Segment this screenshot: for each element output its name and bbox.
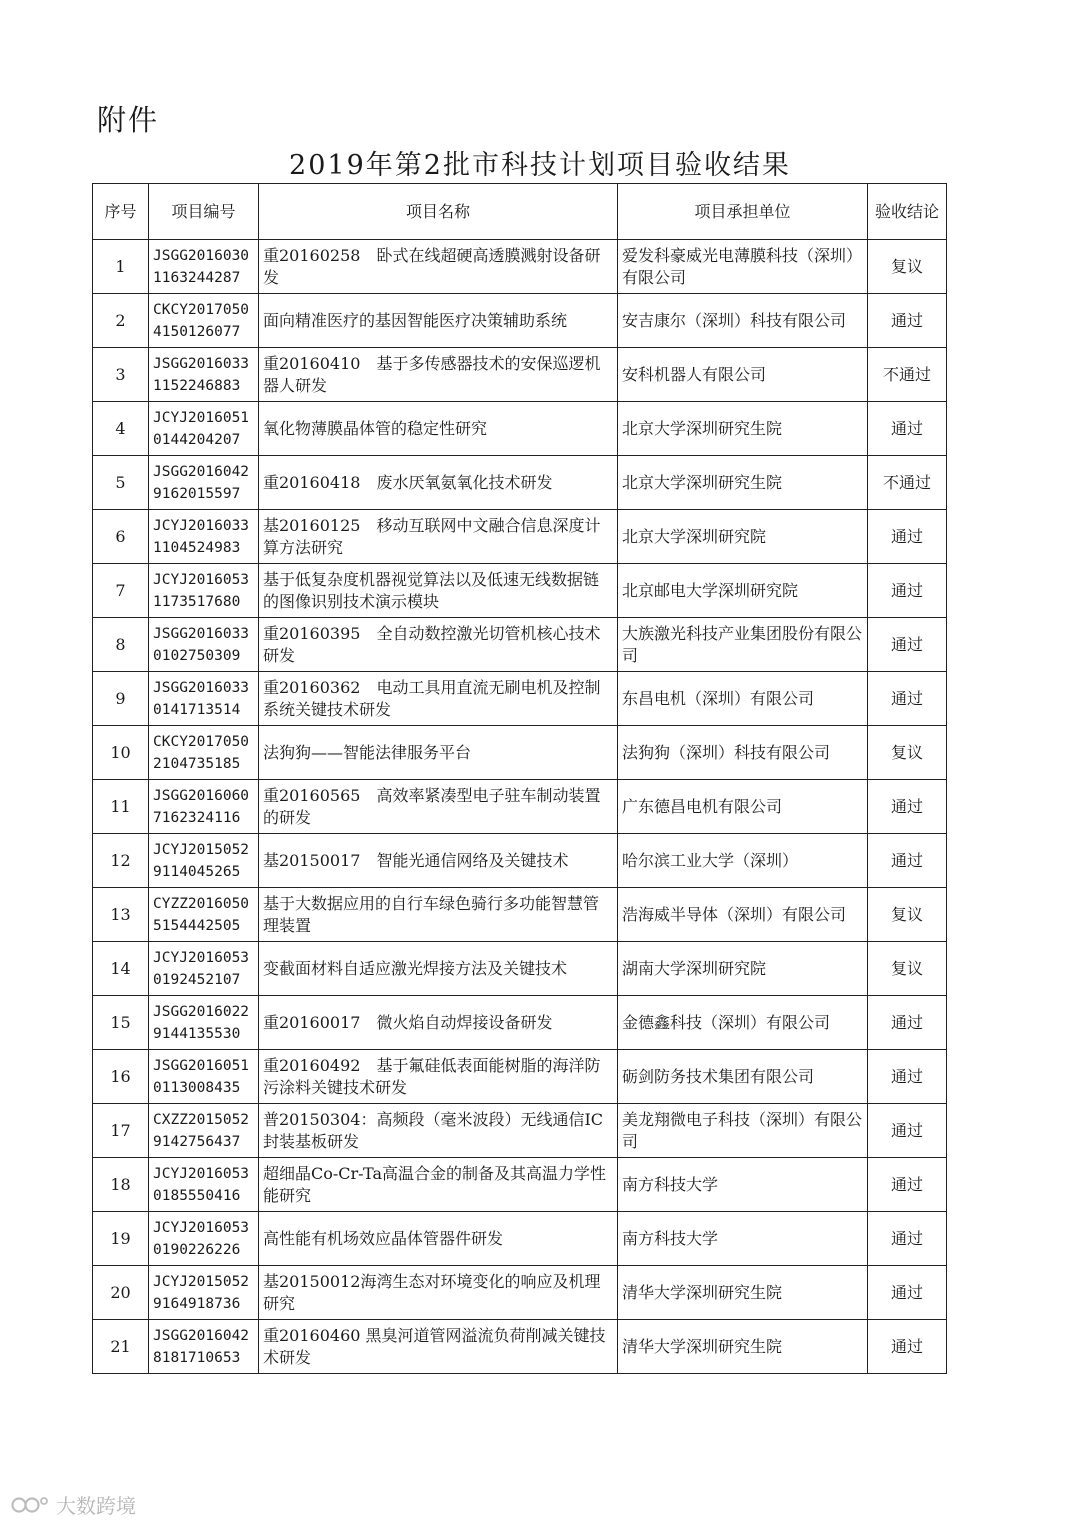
- cell-seq: 16: [93, 1050, 149, 1104]
- cell-code: JSGG20160330141713514: [149, 672, 259, 726]
- cell-code: JSGG20160331152246883: [149, 348, 259, 402]
- table-row: [93, 1266, 947, 1320]
- cell-result: 不通过: [868, 456, 947, 510]
- table-row: [93, 1212, 947, 1266]
- table-row: [93, 672, 947, 726]
- cell-name: 基20150017 智能光通信网络及关键技术: [259, 834, 618, 888]
- cell-result: 不通过: [868, 348, 947, 402]
- cell-result: 复议: [868, 888, 947, 942]
- cell-name: 高性能有机场效应晶体管器件研发: [259, 1212, 618, 1266]
- cell-unit: 浩海威半导体（深圳）有限公司: [618, 888, 868, 942]
- cell-result: 通过: [868, 618, 947, 672]
- cell-result: 复议: [868, 942, 947, 996]
- cell-seq: 17: [93, 1104, 149, 1158]
- cell-unit: 广东德昌电机有限公司: [618, 780, 868, 834]
- cell-unit: 安吉康尔（深圳）科技有限公司: [618, 294, 868, 348]
- cell-seq: 9: [93, 672, 149, 726]
- table-row: [93, 1320, 947, 1374]
- watermark-logo-icon: [10, 1493, 50, 1517]
- table-row: [93, 510, 947, 564]
- cell-seq: 15: [93, 996, 149, 1050]
- cell-result: 通过: [868, 996, 947, 1050]
- cell-name: 重20160410 基于多传感器技术的安保巡逻机器人研发: [259, 348, 618, 402]
- table-row: [93, 240, 947, 294]
- cell-code: JSGG20160510113008435: [149, 1050, 259, 1104]
- table-row: [93, 618, 947, 672]
- cell-code: JCYJ20160531173517680: [149, 564, 259, 618]
- cell-name: 重20160395 全自动数控激光切管机核心技术研发: [259, 618, 618, 672]
- cell-result: 通过: [868, 1212, 947, 1266]
- table-row: [93, 402, 947, 456]
- cell-seq: 18: [93, 1158, 149, 1212]
- watermark-text: 大数跨境: [56, 1494, 136, 1518]
- cell-result: 通过: [868, 402, 947, 456]
- header-seq: 序号: [93, 184, 149, 240]
- cell-code: JSGG20160428181710653: [149, 1320, 259, 1374]
- cell-code: JCYJ20150529164918736: [149, 1266, 259, 1320]
- cell-result: 通过: [868, 1158, 947, 1212]
- table-row: [93, 294, 947, 348]
- cell-code: CKCY20170502104735185: [149, 726, 259, 780]
- cell-seq: 14: [93, 942, 149, 996]
- cell-seq: 5: [93, 456, 149, 510]
- table-header-row: [93, 184, 947, 240]
- cell-unit: 安科机器人有限公司: [618, 348, 868, 402]
- cell-result: 通过: [868, 1050, 947, 1104]
- cell-result: 通过: [868, 1266, 947, 1320]
- cell-name: 重20160258 卧式在线超硬高透膜溅射设备研发: [259, 240, 618, 294]
- cell-unit: 南方科技大学: [618, 1158, 868, 1212]
- cell-name: 氧化物薄膜晶体管的稳定性研究: [259, 402, 618, 456]
- cell-name: 超细晶Co-Cr-Ta高温合金的制备及其高温力学性能研究: [259, 1158, 618, 1212]
- cell-name: 重20160492 基于氟硅低表面能树脂的海洋防污涂料关键技术研发: [259, 1050, 618, 1104]
- table-row: [93, 942, 947, 996]
- cell-result: 通过: [868, 780, 947, 834]
- cell-code: CXZZ20150529142756437: [149, 1104, 259, 1158]
- cell-code: JCYJ20160530192452107: [149, 942, 259, 996]
- cell-unit: 北京大学深圳研究生院: [618, 402, 868, 456]
- table-row: [93, 564, 947, 618]
- cell-unit: 爱发科豪威光电薄膜科技（深圳）有限公司: [618, 240, 868, 294]
- cell-seq: 3: [93, 348, 149, 402]
- cell-unit: 南方科技大学: [618, 1212, 868, 1266]
- cell-code: CKCY20170504150126077: [149, 294, 259, 348]
- cell-name: 重20160460 黑臭河道管网溢流负荷削减关键技术研发: [259, 1320, 618, 1374]
- cell-seq: 4: [93, 402, 149, 456]
- cell-name: 基于大数据应用的自行车绿色骑行多功能智慧管理装置: [259, 888, 618, 942]
- cell-result: 通过: [868, 672, 947, 726]
- table-row: [93, 834, 947, 888]
- cell-result: 通过: [868, 1104, 947, 1158]
- cell-unit: 金德鑫科技（深圳）有限公司: [618, 996, 868, 1050]
- header-name: 项目名称: [259, 184, 618, 240]
- cell-seq: 10: [93, 726, 149, 780]
- cell-code: JCYJ20160530190226226: [149, 1212, 259, 1266]
- cell-unit: 清华大学深圳研究生院: [618, 1320, 868, 1374]
- cell-seq: 8: [93, 618, 149, 672]
- cell-seq: 21: [93, 1320, 149, 1374]
- cell-name: 面向精准医疗的基因智能医疗决策辅助系统: [259, 294, 618, 348]
- cell-code: JCYJ20150529114045265: [149, 834, 259, 888]
- header-result: 验收结论: [868, 184, 947, 240]
- cell-seq: 7: [93, 564, 149, 618]
- cell-name: 重20160418 废水厌氧氨氧化技术研发: [259, 456, 618, 510]
- watermark: [10, 1490, 136, 1519]
- results-table: [92, 183, 947, 1374]
- cell-unit: 大族激光科技产业集团股份有限公司: [618, 618, 868, 672]
- cell-unit: 湖南大学深圳研究院: [618, 942, 868, 996]
- cell-seq: 1: [93, 240, 149, 294]
- table-row: [93, 348, 947, 402]
- cell-code: JCYJ20160530185550416: [149, 1158, 259, 1212]
- header-code: 项目编号: [149, 184, 259, 240]
- table-row: [93, 1104, 947, 1158]
- cell-code: JSGG20160429162015597: [149, 456, 259, 510]
- header-unit: 项目承担单位: [618, 184, 868, 240]
- cell-seq: 19: [93, 1212, 149, 1266]
- cell-code: JCYJ20160510144204207: [149, 402, 259, 456]
- cell-name: 基于低复杂度机器视觉算法以及低速无线数据链 的图像识别技术演示模块: [259, 564, 618, 618]
- cell-seq: 6: [93, 510, 149, 564]
- cell-seq: 20: [93, 1266, 149, 1320]
- cell-seq: 2: [93, 294, 149, 348]
- cell-unit: 美龙翔微电子科技（深圳）有限公司: [618, 1104, 868, 1158]
- cell-unit: 哈尔滨工业大学（深圳）: [618, 834, 868, 888]
- table-row: [93, 996, 947, 1050]
- table-row: [93, 726, 947, 780]
- cell-seq: 12: [93, 834, 149, 888]
- table-row: [93, 888, 947, 942]
- cell-result: 通过: [868, 834, 947, 888]
- cell-seq: 11: [93, 780, 149, 834]
- cell-unit: 北京大学深圳研究生院: [618, 456, 868, 510]
- cell-result: 复议: [868, 240, 947, 294]
- cell-code: JSGG20160229144135530: [149, 996, 259, 1050]
- cell-unit: 北京大学深圳研究院: [618, 510, 868, 564]
- attachment-label: 附件: [97, 103, 160, 137]
- cell-name: 变截面材料自适应激光焊接方法及关键技术: [259, 942, 618, 996]
- cell-code: JCYJ20160331104524983: [149, 510, 259, 564]
- table-row: [93, 780, 947, 834]
- cell-name: 重20160362 电动工具用直流无刷电机及控制系统关键技术研发: [259, 672, 618, 726]
- cell-name: 重20160565 高效率紧凑型电子驻车制动装置的研发: [259, 780, 618, 834]
- cell-code: JSGG20160607162324116: [149, 780, 259, 834]
- cell-unit: 清华大学深圳研究生院: [618, 1266, 868, 1320]
- cell-unit: 东昌电机（深圳）有限公司: [618, 672, 868, 726]
- cell-code: CYZZ20160505154442505: [149, 888, 259, 942]
- cell-name: 基20160125 移动互联网中文融合信息深度计算方法研究: [259, 510, 618, 564]
- cell-name: 普20150304：高频段（毫米波段）无线通信IC封装基板研发: [259, 1104, 618, 1158]
- cell-code: JSGG20160330102750309: [149, 618, 259, 672]
- cell-code: JSGG20160301163244287: [149, 240, 259, 294]
- cell-unit: 法狗狗（深圳）科技有限公司: [618, 726, 868, 780]
- cell-name: 重20160017 微火焰自动焊接设备研发: [259, 996, 618, 1050]
- cell-name: 法狗狗——智能法律服务平台: [259, 726, 618, 780]
- cell-seq: 13: [93, 888, 149, 942]
- table-row: [93, 456, 947, 510]
- cell-result: 通过: [868, 1320, 947, 1374]
- cell-name: 基20150012海湾生态对环境变化的响应及机理研究: [259, 1266, 618, 1320]
- cell-result: 复议: [868, 726, 947, 780]
- cell-result: 通过: [868, 564, 947, 618]
- table-row: [93, 1158, 947, 1212]
- cell-unit: 北京邮电大学深圳研究院: [618, 564, 868, 618]
- table-row: [93, 1050, 947, 1104]
- document-title: 2019年第2批市科技计划项目验收结果: [289, 150, 791, 181]
- cell-result: 通过: [868, 510, 947, 564]
- cell-result: 通过: [868, 294, 947, 348]
- cell-unit: 砺剑防务技术集团有限公司: [618, 1050, 868, 1104]
